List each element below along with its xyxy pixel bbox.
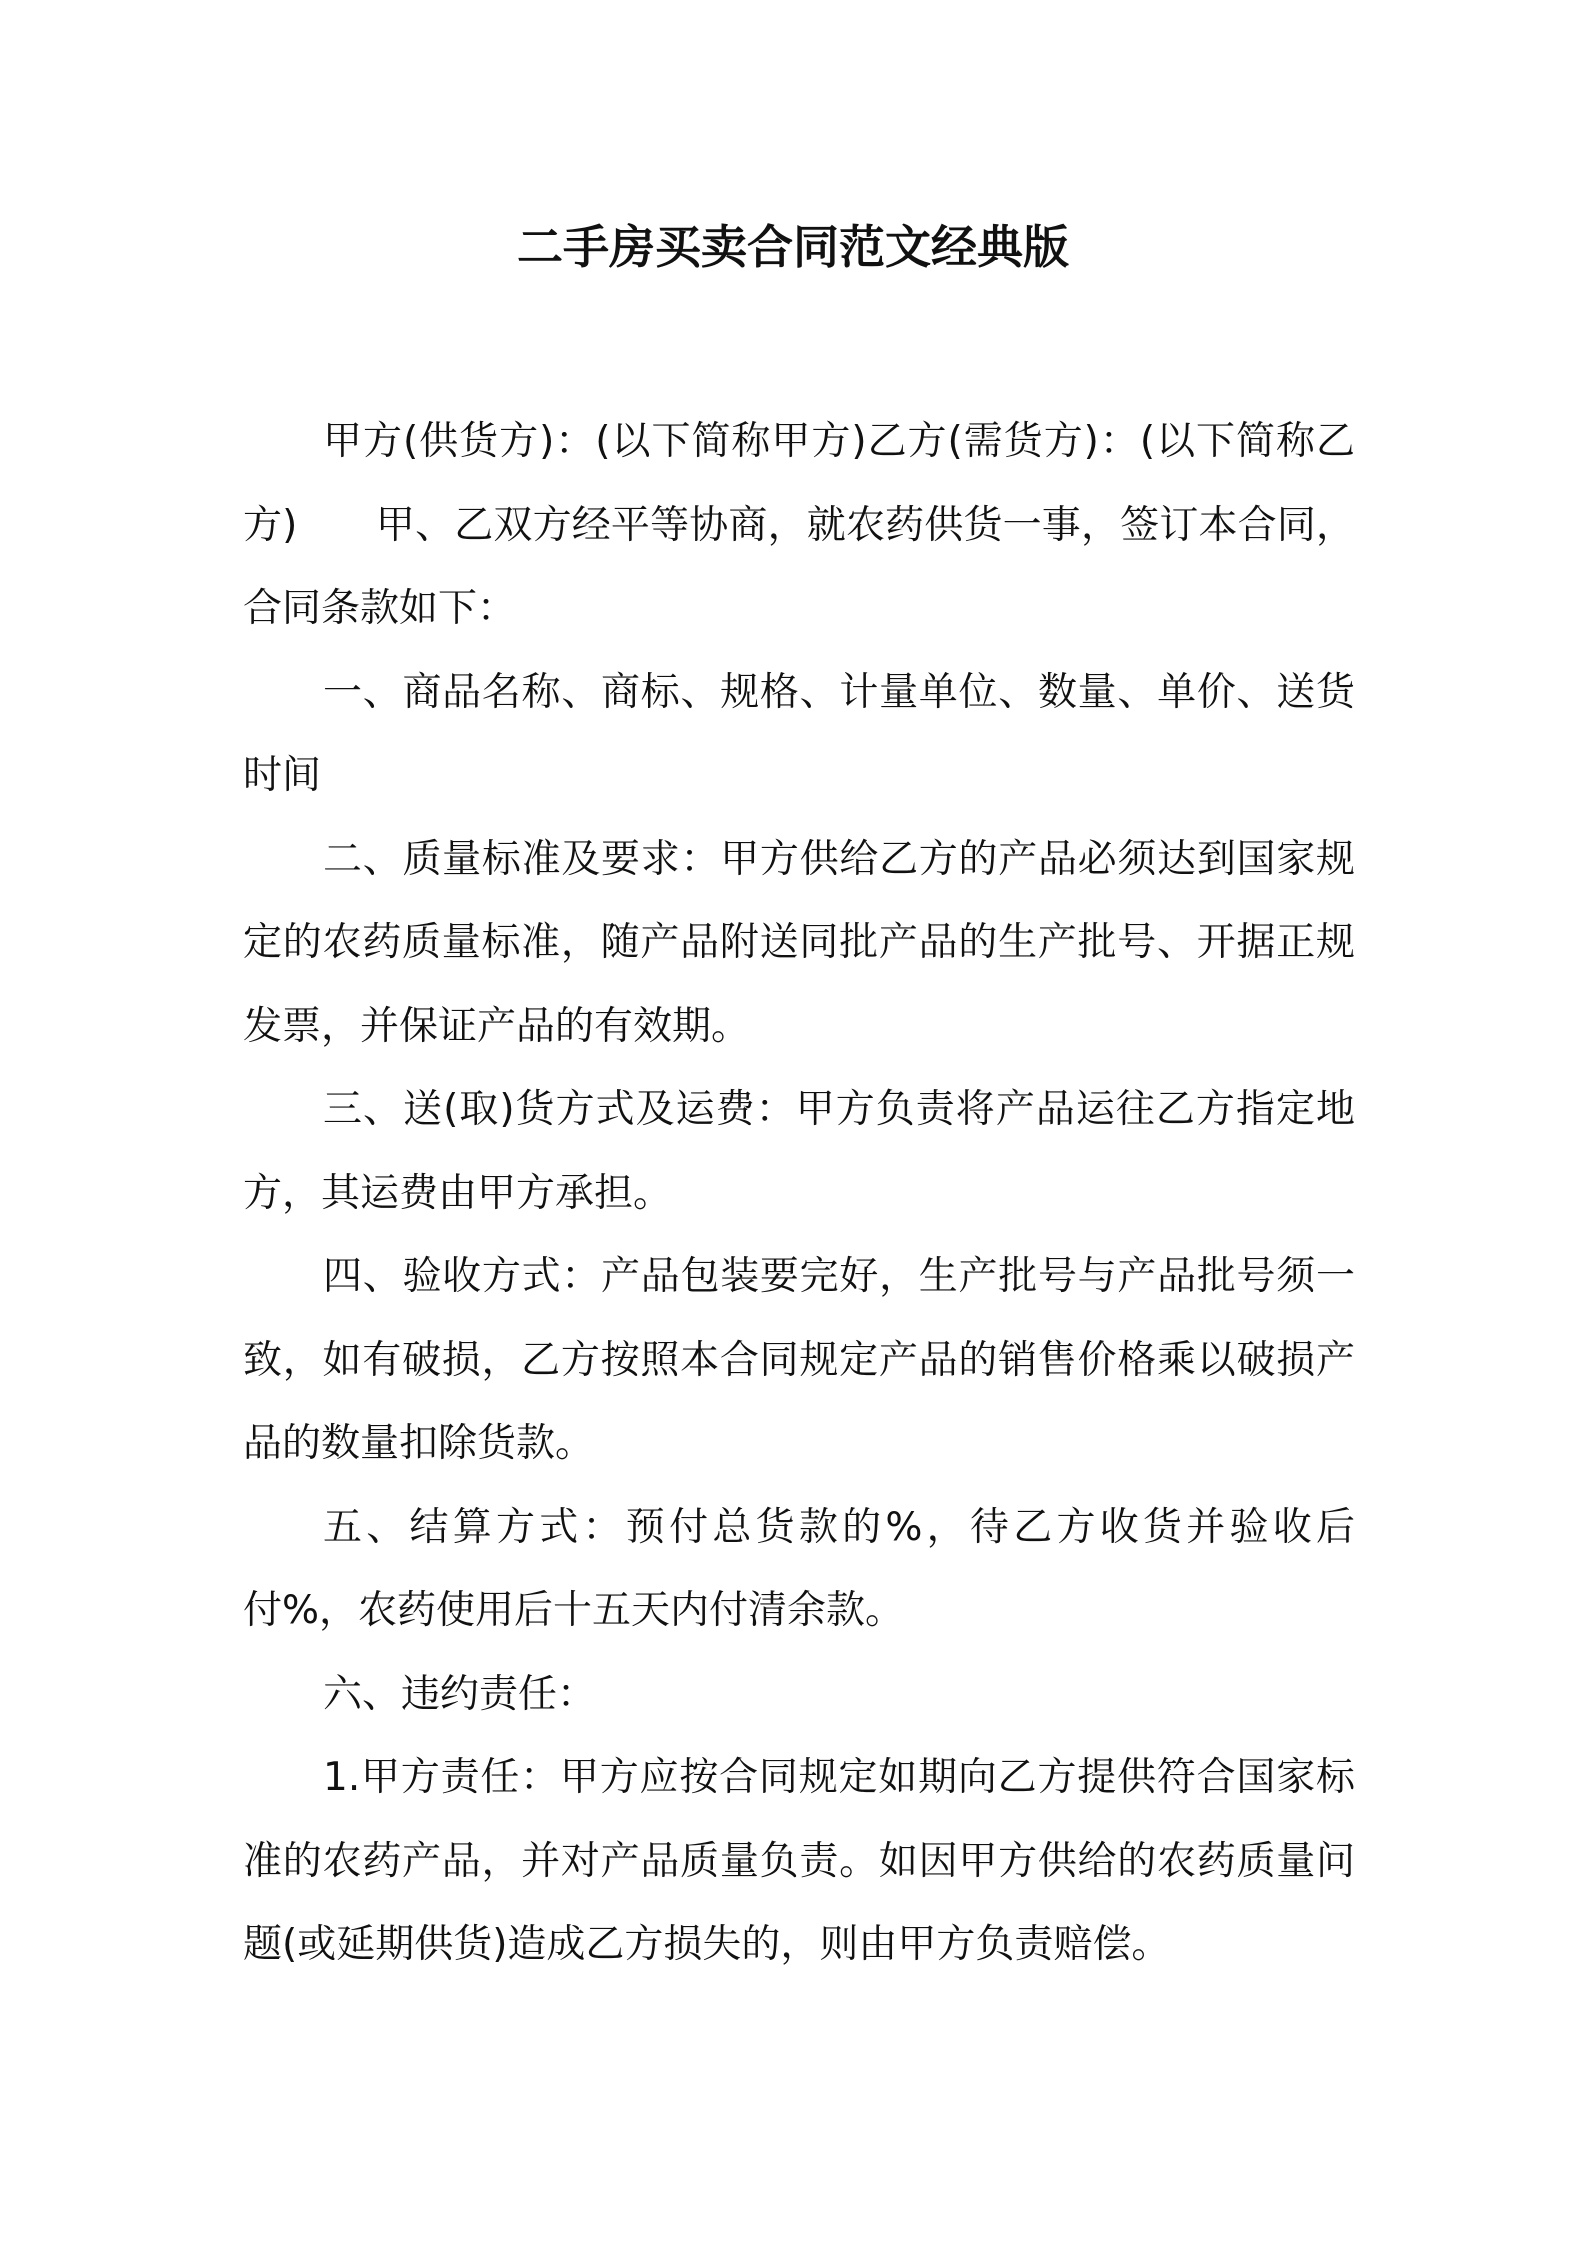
- paragraph-clause-2: 二、质量标准及要求：甲方供给乙方的产品必须达到国家规定的农药质量标准，随产品附送同批产品的生产批号、开据正规发票，并保证产品的有效期。: [243, 836, 1355, 1049]
- paragraph-clause-3: 三、送(取)货方式及运费：甲方负责将产品运往乙方指定地方，其运费由甲方承担。: [243, 1087, 1355, 1216]
- paragraph-clause-5: 五、结算方式：预付总货款的%，待乙方收货并验收后付%，农药使用后十五天内付清余款。: [243, 1504, 1355, 1633]
- paragraph-clause-4: 四、验收方式：产品包装要完好，生产批号与产品批号须一致，如有破损，乙方按照本合同规定产品的销售价格乘以破损产品的数量扣除货款。: [243, 1254, 1355, 1466]
- paragraph-clause-6: 六、违约责任：: [323, 1671, 597, 1717]
- paragraph-clause-1: 一、商品名称、商标、规格、计量单位、数量、单价、送货时间: [243, 669, 1355, 798]
- document-body: [243, 400, 1355, 1987]
- paragraph-clause-6-1: 1.甲方责任：甲方应按合同规定如期向乙方提供符合国家标准的农药产品，并对产品质量负责。如因甲方供给的农药质量问题(或延期供货)造成乙方损失的，则由甲方负责赔偿。: [243, 1755, 1355, 1967]
- document-title: 二手房买卖合同范文经典版: [517, 220, 1069, 274]
- paragraph-parties: 甲方(供货方)：(以下简称甲方)乙方(需货方)：(以下简称乙方) 甲、乙双方经平等协商，就农药供货一事，签订本合同，合同条款如下：: [243, 419, 1355, 631]
